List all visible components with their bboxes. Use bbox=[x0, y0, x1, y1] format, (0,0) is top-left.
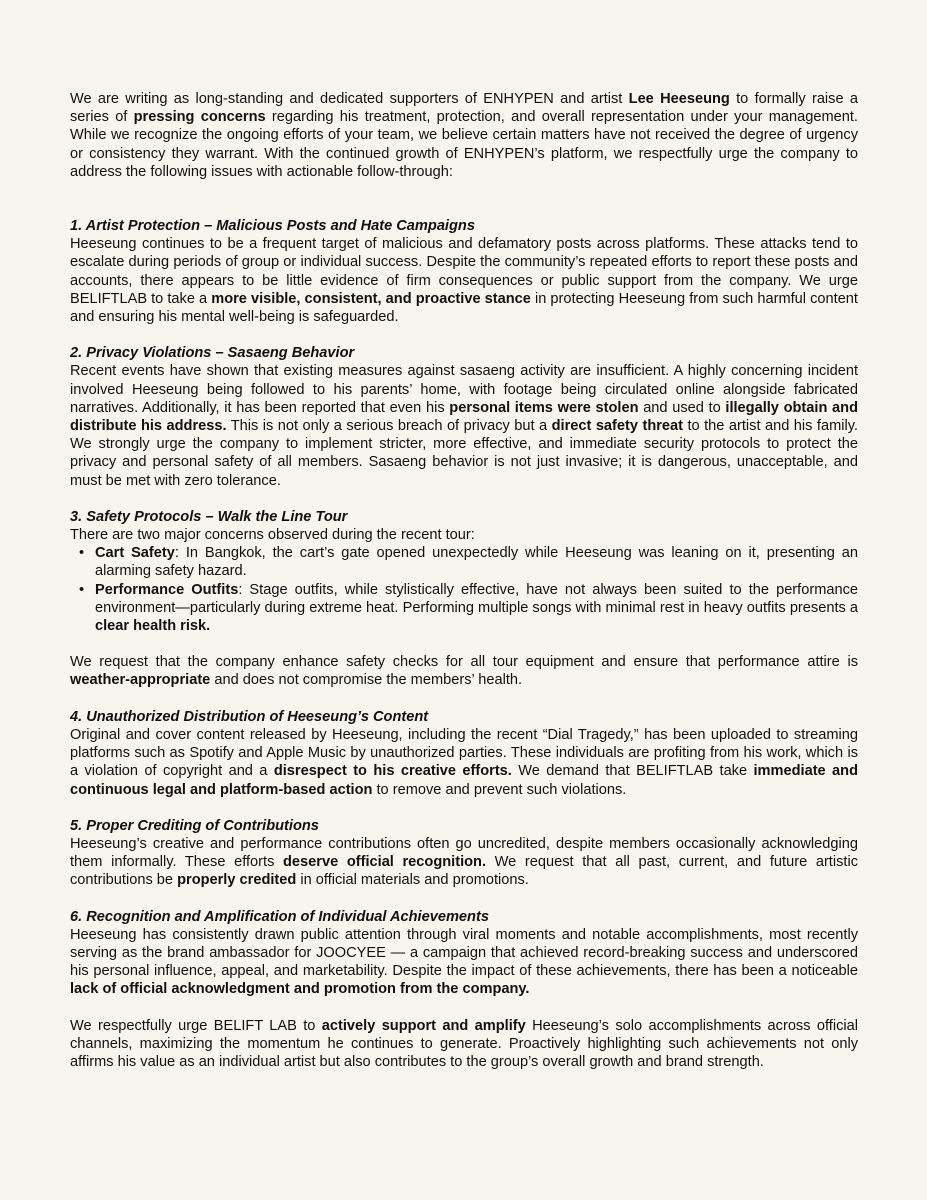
text-run: Heeseung has consistently drawn public attention through viral moments and notable accomplishments, most recently serving as the brand ambassador for JOOCYEE — a campaign that achieved record-breaking success and underscored his personal influence, appeal, and marketability. Despite the impact of these achievements, there has been a noticeable bbox=[70, 926, 858, 980]
bold-text-run: properly credited bbox=[177, 872, 297, 889]
bold-text-run: disrespect to his creative efforts. bbox=[273, 763, 512, 780]
text-run: We are writing as long-standing and dedicated supporters of ENHYPEN and artist bbox=[70, 91, 629, 107]
bullet-icon: • bbox=[79, 545, 85, 562]
section-4 bbox=[70, 708, 858, 799]
section-heading: 2. Privacy Violations – Sasaeng Behavior bbox=[70, 345, 355, 362]
text-run: Original and cover content released by Heeseung, including the recent “Dial Tragedy,” has been uploaded to streaming platforms such as Spotify and Apple Music by unauthorized parties. These individuals are profiting from his work, which is a violation of copyright and a bbox=[70, 726, 858, 780]
bold-text-run: immediate and continuous legal and platform-based action bbox=[70, 763, 858, 798]
text-run: to the artist and his family. We strongly urge the company to implement stricter, more effective, and immediate security protocols to protect the privacy and personal safety of all members. Sasaeng behavior is not just invasive; it is dangerous, unacceptable, and must be met with zero tolerance. bbox=[70, 418, 858, 489]
section-heading: 4. Unauthorized Distribution of Heeseung’s Content bbox=[70, 708, 429, 725]
section-heading: 3. Safety Protocols – Walk the Line Tour bbox=[70, 508, 348, 525]
bold-text-run: illegally obtain and distribute his address. bbox=[70, 399, 858, 435]
text-run: There are two major concerns observed during the recent tour: bbox=[70, 527, 475, 544]
list-item bbox=[70, 544, 858, 580]
section-3 bbox=[70, 508, 858, 690]
text-run: and does not compromise the members’ health. bbox=[210, 672, 523, 689]
section-paragraph bbox=[70, 726, 858, 799]
bold-text-run: direct safety threat bbox=[551, 418, 684, 435]
section-heading: 6. Recognition and Amplification of Individual Achievements bbox=[70, 908, 489, 925]
section-6 bbox=[70, 908, 858, 1072]
list-item bbox=[70, 581, 858, 636]
bold-text-run: lack of official acknowledgment and promotion from the company. bbox=[70, 981, 530, 998]
section-paragraph bbox=[70, 235, 858, 326]
text-run: : In Bangkok, the cart’s gate opened unexpectedly while Heeseung was leaning on it, presenting an alarming safety hazard. bbox=[95, 545, 858, 580]
list-item-text bbox=[95, 545, 858, 579]
text-run: We demand that BELIFTLAB take bbox=[511, 763, 754, 780]
text-run: to formally raise a series of bbox=[70, 91, 858, 126]
bold-text-run: Cart Safety bbox=[95, 545, 175, 562]
text-run: Recent events have shown that existing measures against sasaeng activity are insufficient. A highly concerning incident involved Heeseung being followed to his parents’ home, with footage being circulated online alongside fabricated narratives. Additionally, it has been reported that even his bbox=[70, 363, 858, 416]
bullet-icon: • bbox=[79, 581, 85, 598]
text-run: We request that all past, current, and future artistic contributions be bbox=[70, 854, 858, 889]
bold-text-run: clear health risk. bbox=[95, 618, 211, 635]
bold-text-run: weather-appropriate bbox=[70, 672, 211, 689]
section-1 bbox=[70, 217, 858, 326]
intro-paragraph bbox=[70, 90, 858, 181]
text-run: : Stage outfits, while stylistically effective, have not always been suited to the performance environment—particularly during extreme heat. Performing multiple songs with minimal rest in heavy outfits presents a bbox=[95, 581, 859, 616]
section-2 bbox=[70, 344, 858, 490]
concern-list bbox=[70, 544, 858, 635]
text-run: We request that the company enhance safety checks for all tour equipment and ensure that performance attire is bbox=[70, 654, 858, 671]
text-run: Heeseung’s solo accomplishments across official channels, maximizing the momentum he continues to generate. Proactively highlighting such achievements not only affirms his value as an individual artist but also contributes to the group’s overall growth and brand strength. bbox=[70, 1017, 858, 1070]
section-paragraph bbox=[70, 526, 858, 544]
text-run: This is not only a serious breach of privacy but a bbox=[226, 418, 552, 435]
section-5 bbox=[70, 817, 858, 890]
section-paragraph bbox=[70, 653, 858, 689]
closing-paragraph bbox=[70, 1017, 858, 1072]
bold-text-run: Lee Heeseung bbox=[628, 91, 730, 107]
text-run: and used to bbox=[638, 399, 726, 416]
text-run: to remove and prevent such violations. bbox=[372, 781, 627, 798]
list-item-text bbox=[95, 582, 858, 634]
text-run: regarding his treatment, protection, and overall representation under your management. While we recognize the ongoing efforts of your team, we believe certain matters have not received the degree of urgency or consistency they warrant. With the continued growth of ENHYPEN’s platform, we respectfully urge the company to address the following issues with actionable follow-through: bbox=[70, 109, 858, 180]
bold-text-run: pressing concerns bbox=[133, 109, 266, 126]
section-heading: 1. Artist Protection – Malicious Posts and Hate Campaigns bbox=[70, 218, 475, 235]
bold-text-run: personal items were stolen bbox=[449, 399, 639, 416]
bold-text-run: actively support and amplify bbox=[321, 1017, 526, 1034]
text-run: in protecting Heeseung from such harmful content and ensuring his mental well-being is safeguarded. bbox=[70, 290, 858, 326]
text-run: We respectfully urge BELIFT LAB to bbox=[70, 1017, 322, 1034]
section-paragraph bbox=[70, 926, 858, 999]
section-heading: 5. Proper Crediting of Contributions bbox=[70, 817, 319, 834]
bold-text-run: more visible, consistent, and proactive stance bbox=[211, 290, 531, 307]
text-run: in official materials and promotions. bbox=[296, 872, 529, 889]
bold-text-run: Performance Outfits bbox=[95, 581, 239, 598]
bold-text-run: deserve official recognition. bbox=[283, 854, 487, 871]
text-run: Heeseung continues to be a frequent target of malicious and defamatory posts across platforms. These attacks tend to escalate during periods of group or individual success. Despite the community’s repeated efforts to report these posts and accounts, there appears to be little evidence of firm consequences or public support from the company. We urge BELIFTLAB to take a bbox=[70, 236, 858, 307]
section-paragraph bbox=[70, 362, 858, 489]
text-run: Heeseung’s creative and performance contributions often go uncredited, despite members occasionally acknowledging them informally. These efforts bbox=[70, 835, 858, 871]
section-paragraph bbox=[70, 835, 858, 890]
